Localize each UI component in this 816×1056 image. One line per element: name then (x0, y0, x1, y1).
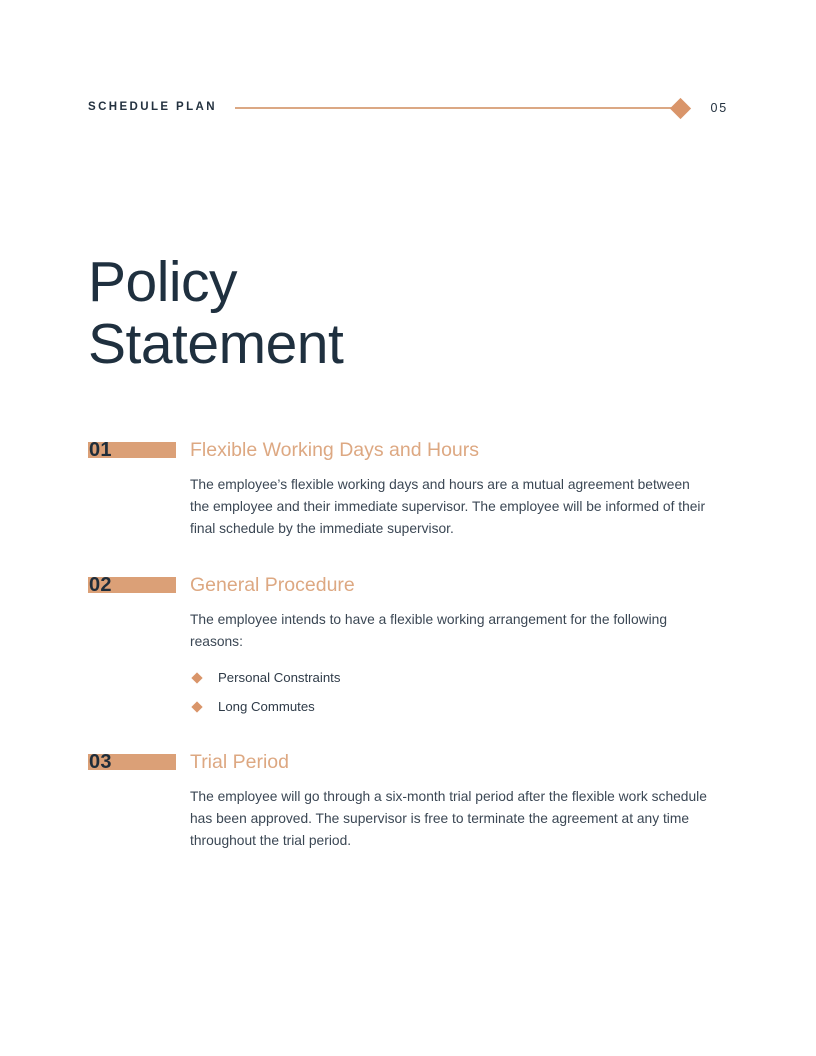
header-divider-line (235, 107, 675, 109)
section-number: 01 (89, 439, 112, 461)
section-heading: Flexible Working Days and Hours (190, 439, 480, 461)
page-header (88, 96, 728, 120)
sections-list (88, 437, 728, 851)
list-item-label: Personal Constraints (218, 669, 341, 685)
section-number: 02 (89, 574, 112, 597)
list-item (190, 669, 710, 687)
bullet-list (190, 669, 710, 716)
page-title-line-1: Policy (88, 250, 238, 315)
section-paragraph: The employee’s flexible working days and hours are a mutual agreement between the employee and their immediate supervisor. The employee will be informed of their final schedule by the immediate supervisor. (190, 477, 706, 536)
list-item-label: Long Commutes (218, 698, 315, 714)
diamond-bullet-icon (191, 672, 202, 683)
section-item (88, 572, 728, 716)
section-header (88, 749, 728, 775)
section-number: 03 (89, 750, 112, 773)
diamond-bullet-icon (191, 701, 202, 712)
section-paragraph: The employee will go through a six-month trial period after the flexible work schedule has been approved. The supervisor is free to terminate the agreement at any time throughout the trial period. (190, 788, 707, 848)
section-body (190, 609, 710, 716)
section-body (190, 786, 710, 851)
section-header (88, 437, 728, 463)
page-title (88, 252, 688, 375)
section-heading: General Procedure (190, 574, 355, 597)
section-heading: Trial Period (190, 750, 289, 773)
page-title-line-2: Statement (88, 311, 344, 376)
list-item (190, 698, 710, 716)
section-item (88, 437, 728, 539)
section-header (88, 572, 728, 598)
section-body (190, 474, 710, 539)
section-item (88, 749, 728, 851)
section-paragraph: The employee intends to have a flexible working arrangement for the following reasons: (190, 612, 668, 650)
diamond-icon (670, 97, 691, 118)
page-number: 05 (710, 100, 728, 115)
header-eyebrow-label: SCHEDULE PLAN (88, 101, 217, 114)
